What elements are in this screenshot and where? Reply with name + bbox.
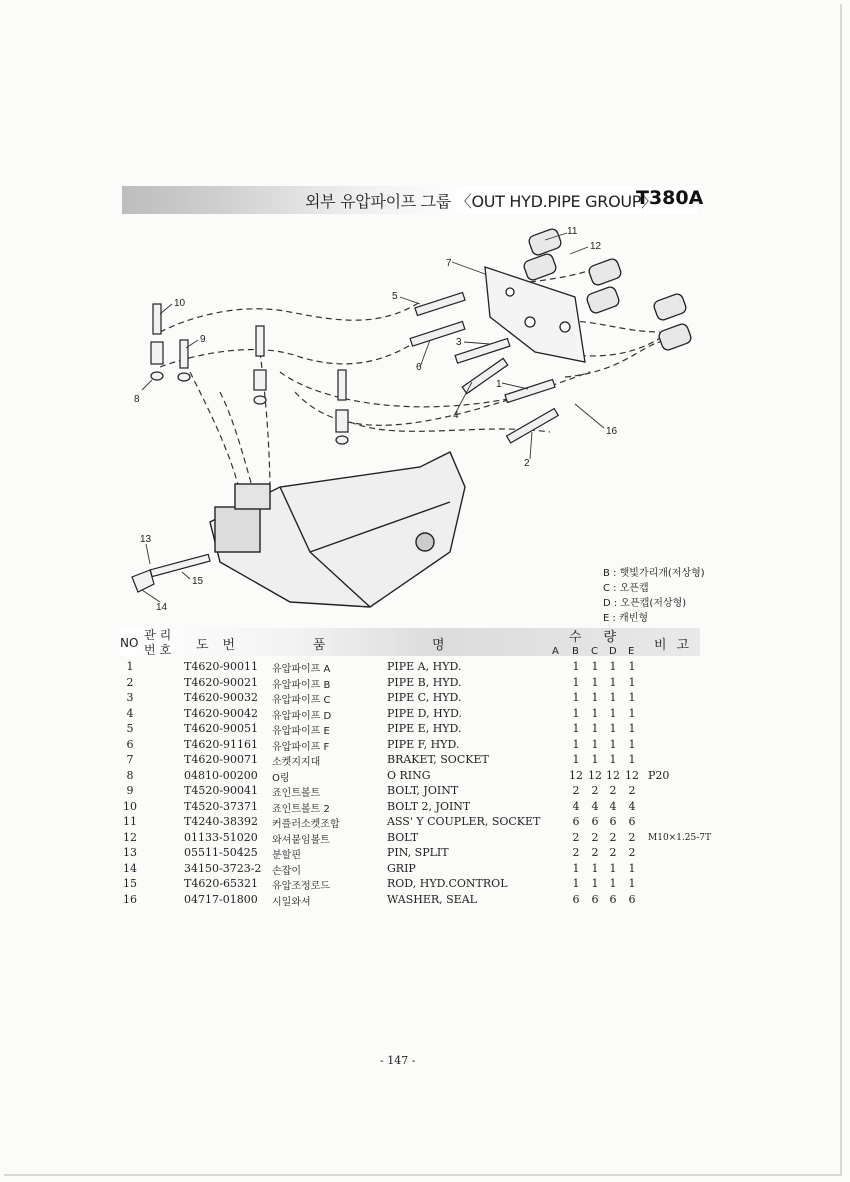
- header-qty-b: B: [572, 646, 579, 657]
- qty-e-cell: 1: [628, 675, 636, 689]
- table-row: [120, 862, 720, 878]
- legend-item-d: D : 오픈캡(저상형): [603, 598, 687, 609]
- pipe-b: [507, 409, 559, 443]
- qty-b-cell: 4: [572, 799, 580, 813]
- qty-e-cell: 2: [628, 830, 636, 844]
- qty-e-cell: 1: [628, 706, 636, 720]
- qty-c-cell: 4: [591, 799, 599, 813]
- qty-e-cell: 1: [628, 861, 636, 875]
- qty-e-cell: 4: [628, 799, 636, 813]
- callout-4: 4: [453, 410, 459, 421]
- english-name-cell: PIPE E, HYD.: [387, 722, 462, 735]
- part-number-cell: 6: [126, 737, 134, 751]
- korean-name-cell: 시일와셔: [272, 896, 311, 908]
- part-number-cell: 4: [126, 706, 134, 720]
- korean-name-cell: 죠인트볼트 2: [272, 803, 330, 815]
- o-ring: [254, 396, 266, 404]
- coupler-socket: [522, 252, 557, 281]
- o-ring: [178, 373, 190, 381]
- pipe-a: [505, 379, 555, 402]
- callout-15: 15: [192, 576, 204, 587]
- korean-name-cell: 소켓지지대: [272, 757, 321, 768]
- qty-e-cell: 1: [628, 753, 636, 766]
- qty-c-cell: 1: [591, 753, 599, 766]
- drawing-number-cell: 05511-50425: [184, 846, 258, 859]
- english-name-cell: BOLT, JOINT: [387, 784, 459, 797]
- table-row: [120, 877, 720, 893]
- legend-item-e: E : 캐빈형: [603, 613, 649, 624]
- callout-14: 14: [156, 602, 168, 613]
- english-name-cell: GRIP: [387, 861, 416, 875]
- drawing-number-cell: T4620-90021: [184, 675, 259, 689]
- grip: [132, 570, 154, 592]
- drawing-number-cell: T4620-90051: [184, 722, 259, 735]
- english-name-cell: PIPE F, HYD.: [387, 737, 460, 751]
- coupler-socket: [657, 322, 692, 351]
- part-number-cell: 5: [126, 722, 134, 735]
- page-number: - 147 -: [380, 1054, 416, 1067]
- variant-legend: [603, 566, 705, 626]
- english-name-cell: PIPE A, HYD.: [387, 660, 462, 673]
- english-name-cell: ASS' Y COUPLER, SOCKET: [387, 815, 541, 828]
- qty-d-cell: 1: [609, 722, 617, 735]
- drawing-number-cell: T4520-37371: [184, 799, 259, 813]
- part-number-cell: 14: [123, 861, 137, 875]
- korean-name-cell: 유압조정로드: [272, 881, 330, 892]
- header-no: NO: [120, 636, 139, 650]
- qty-e-cell: 1: [628, 722, 636, 735]
- callout-7: 7: [446, 258, 452, 269]
- drawing-number-cell: 04717-01800: [184, 892, 258, 906]
- english-name-cell: ROD, HYD.CONTROL: [387, 877, 508, 890]
- qty-c-cell: 2: [591, 846, 599, 859]
- callout-6: 6: [416, 362, 422, 373]
- korean-name-cell: 유압파이프 B: [272, 679, 331, 691]
- joint-bolt: [256, 326, 264, 356]
- model-code: T380A: [636, 187, 704, 209]
- qty-d-cell: 1: [609, 706, 617, 720]
- header-qty-a: A: [552, 646, 559, 657]
- drawing-number-cell: T4620-90042: [184, 706, 259, 720]
- table-row: [120, 769, 720, 785]
- joint-bolt: [180, 340, 188, 368]
- callout-5: 5: [392, 291, 398, 302]
- qty-d-cell: 1: [609, 660, 617, 673]
- qty-b-cell: 1: [572, 737, 580, 751]
- coupler-socket: [585, 285, 620, 314]
- coupler-socket: [527, 227, 562, 256]
- callout-12: 12: [590, 241, 602, 252]
- korean-name-cell: 유압파이프 C: [272, 695, 331, 706]
- qty-b-cell: 2: [572, 784, 580, 797]
- table-row: [120, 691, 720, 707]
- part-number-cell: 9: [126, 784, 134, 797]
- qty-b-cell: 12: [569, 768, 583, 782]
- header-mgmt-line2: 번호: [144, 643, 176, 657]
- qty-b-cell: 1: [572, 660, 580, 673]
- callout-11: 11: [567, 226, 578, 237]
- part-number-cell: 12: [123, 830, 137, 844]
- part-number-cell: 15: [123, 877, 137, 890]
- pipe-route-line: [220, 392, 255, 497]
- english-name-cell: PIPE C, HYD.: [387, 691, 462, 704]
- qty-c-cell: 2: [591, 784, 599, 797]
- qty-b-cell: 1: [572, 675, 580, 689]
- callout-8: 8: [134, 394, 140, 405]
- qty-d-cell: 1: [609, 753, 617, 766]
- exploded-parts-diagram: [120, 222, 710, 618]
- drawing-number-cell: T4520-90041: [184, 784, 259, 797]
- table-row: [120, 753, 720, 769]
- header-qty-e: E: [628, 646, 635, 657]
- korean-name-cell: 커플러소켓조합: [272, 819, 340, 830]
- callout-3: 3: [456, 337, 462, 348]
- drawing-number-cell: 01133-51020: [184, 830, 258, 844]
- coupler-socket: [587, 257, 622, 286]
- korean-name-cell: 죠인트볼트: [272, 788, 321, 799]
- qty-d-cell: 1: [609, 737, 617, 751]
- qty-c-cell: 1: [591, 706, 599, 720]
- coupler-socket: [652, 292, 687, 321]
- qty-e-cell: 1: [628, 691, 636, 704]
- qty-c-cell: 1: [591, 660, 599, 673]
- qty-e-cell: 6: [628, 892, 636, 906]
- qty-b-cell: 1: [572, 877, 580, 890]
- table-row: [120, 707, 720, 723]
- legend-item-b: B : 햇빛가리개(저상형): [603, 568, 705, 579]
- pipe-e: [415, 292, 465, 315]
- qty-d-cell: 1: [609, 691, 617, 704]
- korean-name-cell: 유압파이프 F: [272, 741, 330, 753]
- joint-bolt: [336, 410, 348, 432]
- table-row: [120, 831, 720, 847]
- qty-e-cell: 1: [628, 660, 636, 673]
- qty-e-cell: 2: [628, 846, 636, 859]
- part-number-cell: 10: [123, 799, 137, 813]
- o-ring: [336, 436, 348, 444]
- korean-name-cell: 유압파이프 A: [272, 664, 331, 675]
- joint-bolt: [338, 370, 346, 400]
- qty-c-cell: 1: [591, 675, 599, 689]
- qty-d-cell: 4: [609, 799, 617, 813]
- joint-bolt: [151, 342, 163, 364]
- drawing-number-cell: 04810-00200: [184, 768, 258, 782]
- qty-d-cell: 6: [609, 815, 617, 828]
- qty-d-cell: 2: [609, 830, 617, 844]
- table-row: [120, 784, 720, 800]
- qty-c-cell: 2: [591, 830, 599, 844]
- qty-c-cell: 6: [591, 892, 599, 906]
- qty-b-cell: 2: [572, 846, 580, 859]
- table-row: [120, 893, 720, 909]
- page-title: 외부 유압파이프 그룹 〈OUT HYD.PIPE GROUP〉: [305, 192, 657, 211]
- part-number-cell: 16: [123, 892, 137, 906]
- drawing-number-cell: T4620-65321: [184, 877, 259, 890]
- drawing-number-cell: T4620-90071: [184, 753, 259, 766]
- qty-d-cell: 1: [609, 675, 617, 689]
- qty-d-cell: 12: [606, 768, 620, 782]
- qty-e-cell: 6: [628, 815, 636, 828]
- part-number-cell: 8: [126, 768, 134, 782]
- qty-d-cell: 1: [609, 877, 617, 890]
- qty-c-cell: 1: [591, 737, 599, 751]
- table-row: [120, 815, 720, 831]
- drawing-number-cell: T4240-38392: [184, 815, 259, 828]
- drawing-number-cell: T4620-90032: [184, 691, 259, 704]
- table-row: [120, 738, 720, 754]
- parts-table-body: [120, 660, 720, 908]
- callout-1: 1: [496, 379, 502, 390]
- header-qty-c: C: [591, 646, 598, 657]
- korean-name-cell: 유압파이프 E: [272, 726, 330, 737]
- callout-10: 10: [174, 298, 186, 309]
- table-row: [120, 660, 720, 676]
- english-name-cell: PIN, SPLIT: [387, 846, 449, 859]
- joint-bolt: [254, 370, 266, 390]
- qty-b-cell: 1: [572, 722, 580, 735]
- drawing-number-cell: 34150-3723-2: [184, 861, 262, 875]
- part-number-cell: 2: [126, 675, 134, 689]
- part-number-cell: 7: [126, 753, 134, 766]
- callout-2: 2: [524, 458, 530, 469]
- remarks-cell: M10×1.25-7T: [648, 832, 712, 843]
- qty-e-cell: 2: [628, 784, 636, 797]
- qty-c-cell: 1: [591, 877, 599, 890]
- remarks-cell: P20: [648, 768, 670, 782]
- header-quantity: 수량: [569, 630, 639, 645]
- qty-d-cell: 2: [609, 846, 617, 859]
- legend-item-c: C : 오픈캡: [603, 583, 649, 594]
- qty-b-cell: 1: [572, 706, 580, 720]
- header-drawing-no: 도번: [196, 638, 250, 653]
- part-number-cell: 13: [123, 846, 137, 859]
- qty-d-cell: 1: [609, 861, 617, 875]
- qty-b-cell: 2: [572, 830, 580, 844]
- english-name-cell: O RING: [387, 768, 431, 782]
- qty-c-cell: 1: [591, 691, 599, 704]
- qty-e-cell: 1: [628, 877, 636, 890]
- korean-name-cell: 와셔붙임볼트: [272, 834, 330, 846]
- header-remarks: 비고: [654, 638, 700, 653]
- table-row: [120, 676, 720, 692]
- callout-9: 9: [200, 334, 206, 345]
- english-name-cell: WASHER, SEAL: [387, 892, 477, 906]
- qty-b-cell: 1: [572, 691, 580, 704]
- pipe-route-line: [190, 372, 240, 492]
- english-name-cell: PIPE D, HYD.: [387, 706, 462, 720]
- qty-c-cell: 1: [591, 722, 599, 735]
- table-row: [120, 846, 720, 862]
- header-part-name-2: 명: [432, 638, 445, 653]
- korean-name-cell: O링: [272, 772, 290, 784]
- o-ring: [151, 372, 163, 380]
- drawing-number-cell: T4620-90011: [184, 660, 259, 673]
- qty-b-cell: 1: [572, 861, 580, 875]
- korean-name-cell: 분할핀: [272, 850, 301, 861]
- parts-table-header: [120, 624, 700, 660]
- korean-name-cell: 유압파이프 D: [272, 710, 332, 722]
- part-number-cell: 11: [123, 815, 137, 828]
- table-row: [120, 722, 720, 738]
- english-name-cell: BRAKET, SOCKET: [387, 753, 489, 766]
- joint-bolt: [153, 304, 161, 334]
- pipe-route-line: [160, 302, 420, 332]
- table-row: [120, 800, 720, 816]
- qty-e-cell: 1: [628, 737, 636, 751]
- header-qty-d: D: [609, 646, 617, 657]
- part-number-cell: 1: [126, 660, 134, 673]
- qty-b-cell: 6: [572, 815, 580, 828]
- qty-e-cell: 12: [625, 768, 639, 782]
- english-name-cell: PIPE B, HYD.: [387, 675, 462, 689]
- callout-13: 13: [140, 534, 152, 545]
- drawing-number-cell: T4620-91161: [184, 737, 259, 751]
- korean-name-cell: 손잡이: [272, 865, 301, 877]
- header-part-name-1: 품: [313, 638, 326, 653]
- qty-c-cell: 6: [591, 815, 599, 828]
- qty-d-cell: 2: [609, 784, 617, 797]
- english-name-cell: BOLT: [387, 830, 419, 844]
- qty-b-cell: 6: [572, 892, 580, 906]
- english-name-cell: BOLT 2, JOINT: [387, 799, 471, 813]
- header-mgmt-line1: 관리: [144, 628, 176, 642]
- qty-c-cell: 1: [591, 861, 599, 875]
- qty-b-cell: 1: [572, 753, 580, 766]
- qty-d-cell: 6: [609, 892, 617, 906]
- callout-16: 16: [606, 426, 618, 437]
- part-number-cell: 3: [126, 691, 134, 704]
- hyd-control-rod: [150, 554, 210, 576]
- qty-c-cell: 12: [588, 768, 602, 782]
